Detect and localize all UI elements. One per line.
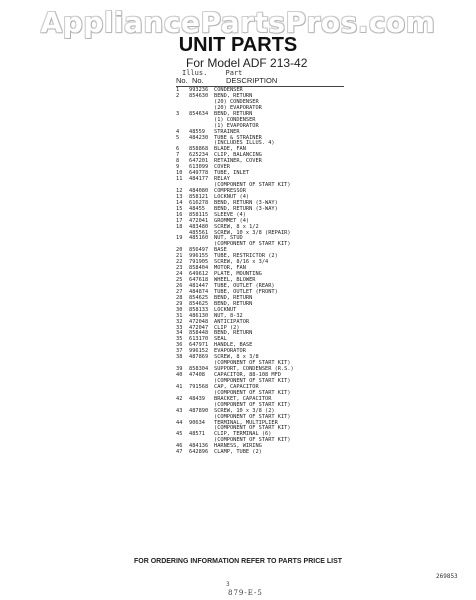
illus-no-cell: 9	[176, 164, 180, 171]
description-cell: EVAPORATOR	[214, 348, 246, 355]
illus-no-cell: 13	[176, 193, 183, 200]
description-cell: (1) CONDENSER	[214, 116, 256, 123]
col-header-part-no: No.	[192, 76, 204, 85]
illus-no-cell: 6	[176, 146, 180, 153]
description-cell: RETAINER, COVER	[214, 158, 262, 165]
description-cell: CLIP, BALANCING	[214, 152, 262, 159]
part-no-cell: 48455	[189, 205, 205, 212]
illus-no-cell: 17	[176, 217, 183, 224]
description-cell: LOCKNUT	[214, 306, 237, 313]
description-cell: BEND, RETURN	[214, 294, 253, 301]
part-no-cell: 854634	[189, 110, 209, 117]
description-cell: TUBE, RESTRICTOR (2)	[214, 253, 278, 260]
part-no-cell: 854630	[189, 92, 209, 99]
illus-no-cell: 46	[176, 443, 183, 450]
description-cell: BEND, RETURN (3-WAY)	[214, 205, 278, 212]
illus-no-cell: 41	[176, 383, 183, 390]
illus-no-cell: 2	[176, 92, 180, 99]
description-cell: BEND, RETURN	[214, 330, 253, 337]
illus-no-cell: 3	[176, 110, 180, 117]
illus-no-cell: 8	[176, 158, 180, 165]
illus-no-cell: 28	[176, 294, 183, 301]
page-number: 3	[226, 581, 231, 588]
part-no-cell: 484136	[189, 443, 209, 450]
description-cell: BRACKET, CAPACITOR	[214, 395, 272, 402]
description-cell: SCREW, 10 x 3/8 (REPAIR)	[214, 229, 291, 236]
table-row	[176, 450, 376, 456]
illus-no-cell: 30	[176, 306, 183, 313]
part-no-cell: 856497	[189, 247, 209, 254]
description-cell: CLAMP, TUBE (2)	[214, 449, 262, 456]
part-no-cell: 647971	[189, 342, 209, 349]
part-no-cell: 858115	[189, 211, 209, 218]
ordering-info-footer: FOR ORDERING INFORMATION REFER TO PARTS PRICE LIST	[133, 558, 343, 565]
description-cell: TUBE, INLET	[214, 170, 250, 177]
part-no-cell: 487869	[189, 354, 209, 361]
illus-no-cell: 12	[176, 187, 183, 194]
description-cell: (COMPONENT OF START KIT)	[214, 182, 291, 188]
description-cell: SCREW, 10 x 3/8 (2)	[214, 407, 275, 414]
part-no-cell: 472047	[189, 324, 209, 331]
description-cell: LOCKNUT (4)	[214, 193, 250, 200]
part-no-cell: 649612	[189, 271, 209, 278]
part-no-cell: 48559	[189, 128, 205, 135]
description-cell: SCREW, 8 x 3/8	[214, 354, 259, 361]
illus-no-cell: 38	[176, 354, 183, 361]
illus-no-cell: 36	[176, 342, 183, 349]
description-cell: HANDLE, BASE	[214, 342, 253, 349]
illus-no-cell: 23	[176, 265, 183, 272]
description-cell: CAP, CAPACITOR	[214, 383, 259, 390]
part-no-cell: 647201	[189, 158, 209, 165]
part-no-cell: 642896	[189, 449, 209, 456]
illus-no-cell: 4	[176, 128, 180, 135]
part-no-cell: 487890	[189, 407, 209, 414]
part-no-cell: 858868	[189, 146, 209, 153]
site-watermark: AppliancePartsPros.com	[40, 6, 436, 39]
description-cell: BEND, RETURN (3-WAY)	[214, 199, 278, 206]
description-cell: GROMMET (4)	[214, 217, 250, 224]
part-no-cell: 791568	[189, 383, 209, 390]
illus-no-cell: 44	[176, 419, 183, 426]
illus-no-cell: 39	[176, 366, 183, 373]
illus-no-cell: 10	[176, 170, 183, 177]
part-no-cell: 993236	[189, 87, 209, 93]
illus-no-cell: 47	[176, 449, 183, 456]
part-no-cell: 48439	[189, 395, 205, 402]
description-cell: (1) EVAPORATOR	[214, 122, 259, 129]
part-no-cell: 649778	[189, 170, 209, 177]
part-no-cell: 858404	[189, 265, 209, 272]
part-no-cell: 486130	[189, 312, 209, 319]
part-no-cell: 858304	[189, 366, 209, 373]
description-cell: (COMPONENT OF START KIT)	[214, 425, 291, 432]
description-cell: COMPRESSOR	[214, 187, 246, 194]
description-cell: STRAINER	[214, 128, 240, 135]
part-no-cell: 481447	[189, 282, 209, 289]
description-cell: (INCLUDES ILLUS. 4)	[214, 140, 275, 147]
part-no-cell: 854625	[189, 300, 209, 307]
part-no-cell: 858133	[189, 306, 209, 313]
illus-no-cell: 18	[176, 223, 183, 230]
description-cell: (COMPONENT OF START KIT)	[214, 360, 291, 367]
description-cell: TUBE, OUTLET (FRONT)	[214, 288, 278, 295]
illus-no-cell: 26	[176, 282, 183, 289]
description-cell: CLIP, TERMINAL (6)	[214, 431, 272, 438]
description-cell: BLADE, FAN	[214, 146, 246, 153]
part-no-cell: 472048	[189, 318, 209, 325]
description-cell: RELAY	[214, 176, 230, 183]
part-no-cell: 484080	[189, 187, 209, 194]
handwritten-code: 879-E-5	[228, 589, 263, 597]
part-no-cell: 48571	[189, 431, 205, 438]
part-label: Part	[225, 69, 243, 77]
part-no-cell: 484230	[189, 134, 209, 141]
illus-no-cell: 5	[176, 134, 180, 141]
description-cell: TERMINAL, MULTIPLIER	[214, 419, 278, 426]
illus-no-cell: 1	[176, 87, 180, 93]
illus-no-cell: 29	[176, 300, 183, 307]
description-cell: (COMPONENT OF START KIT)	[214, 377, 291, 384]
illus-no-cell: 45	[176, 431, 183, 438]
model-subtitle: For Model ADF 213-42	[186, 56, 308, 70]
part-no-cell: 625234	[189, 152, 209, 159]
description-cell: WHEEL, BLOWER	[214, 277, 256, 283]
description-cell: (COMPONENT OF START KIT)	[214, 437, 291, 444]
description-cell: SLEEVE (4)	[214, 211, 246, 218]
description-cell: HARNESS, WIRING	[214, 443, 262, 450]
document-number: 269853	[436, 573, 458, 580]
description-cell: CAPACITOR, 88-108 MFD	[214, 372, 281, 378]
part-no-cell: 613170	[189, 336, 209, 343]
illus-no-cell: 24	[176, 271, 183, 278]
description-cell: (20) CONDENSER	[214, 98, 259, 105]
part-no-cell: 616278	[189, 199, 209, 206]
description-cell: SUPPORT, CONDENSER (R.S.)	[214, 366, 294, 373]
description-cell: PLATE, MOUNTING	[214, 271, 262, 278]
illus-no-cell: 19	[176, 235, 183, 242]
illus-no-cell: 27	[176, 288, 183, 295]
part-no-cell: 647618	[189, 277, 209, 283]
illus-no-cell: 11	[176, 176, 183, 183]
description-cell: ANTICIPATOR	[214, 318, 250, 325]
illus-label: Illus.	[182, 69, 208, 77]
illus-no-cell: 16	[176, 211, 183, 218]
description-cell: TUBE & STRAINER	[214, 134, 262, 141]
part-no-cell: 485160	[189, 235, 209, 242]
part-no-cell: 858448	[189, 330, 209, 337]
illus-no-cell: 31	[176, 312, 183, 319]
description-cell: BASE	[214, 247, 227, 254]
description-cell: BEND, RETURN	[214, 300, 253, 307]
description-cell: (COMPONENT OF START KIT)	[214, 401, 291, 408]
illus-no-cell: 34	[176, 330, 183, 337]
illus-no-cell: 22	[176, 259, 183, 266]
illus-no-cell: 21	[176, 253, 183, 260]
parts-list	[176, 88, 376, 456]
description-cell: CLIP (2)	[214, 324, 240, 331]
description-cell: NUT, STUD	[214, 235, 243, 242]
part-no-cell: 996155	[189, 253, 209, 260]
description-cell: CONDENSER	[214, 87, 243, 93]
description-cell: COVER	[214, 164, 230, 171]
part-no-cell: 791905	[189, 259, 209, 266]
page-title: UNIT PARTS	[178, 34, 298, 56]
illus-no-cell: 15	[176, 205, 183, 212]
part-no-cell: 90634	[189, 419, 205, 426]
part-no-cell: 484874	[189, 288, 209, 295]
illus-no-cell: 14	[176, 199, 183, 206]
description-cell: TUBE, OUTLET (REAR)	[214, 282, 275, 289]
illus-no-cell: 40	[176, 372, 183, 378]
part-no-cell: 854625	[189, 294, 209, 301]
illus-no-cell: 42	[176, 395, 183, 402]
part-no-cell: 47408	[189, 372, 205, 378]
part-no-cell: 472041	[189, 217, 209, 224]
description-cell: NUT, 8-32	[214, 312, 243, 319]
part-no-cell: 858121	[189, 193, 209, 200]
illus-no-cell: 33	[176, 324, 183, 331]
illus-no-cell: 7	[176, 152, 180, 159]
description-cell: MOTOR, FAN	[214, 265, 246, 272]
part-no-cell: 996152	[189, 348, 209, 355]
description-cell: (COMPONENT OF START KIT)	[214, 241, 291, 248]
part-no-cell: 613099	[189, 164, 209, 171]
illus-no-cell: 35	[176, 336, 183, 343]
illus-no-cell: 25	[176, 277, 183, 283]
illus-no-cell: 43	[176, 407, 183, 414]
col-header-illus-no: No.	[176, 76, 188, 85]
description-cell: SCREW, 8/16 x 3/4	[214, 259, 269, 266]
part-no-cell: 484177	[189, 176, 209, 183]
description-cell: SCREW, 8 x 1/2	[214, 223, 259, 230]
illus-no-cell: 20	[176, 247, 183, 254]
description-cell: BEND, RETURN	[214, 110, 253, 117]
part-no-cell: 483480	[189, 223, 209, 230]
part-no-cell: 485561	[189, 229, 209, 236]
illus-no-cell: 32	[176, 318, 183, 325]
description-cell: (COMPONENT OF START KIT)	[214, 389, 291, 396]
col-header-description: DESCRIPTION	[226, 76, 278, 85]
description-cell: (20) EVAPORATOR	[214, 104, 262, 111]
description-cell: BEND, RETURN	[214, 92, 253, 99]
illus-no-cell: 37	[176, 348, 183, 355]
description-cell: SEAL	[214, 336, 227, 343]
description-cell: (COMPONENT OF START KIT)	[214, 413, 291, 420]
